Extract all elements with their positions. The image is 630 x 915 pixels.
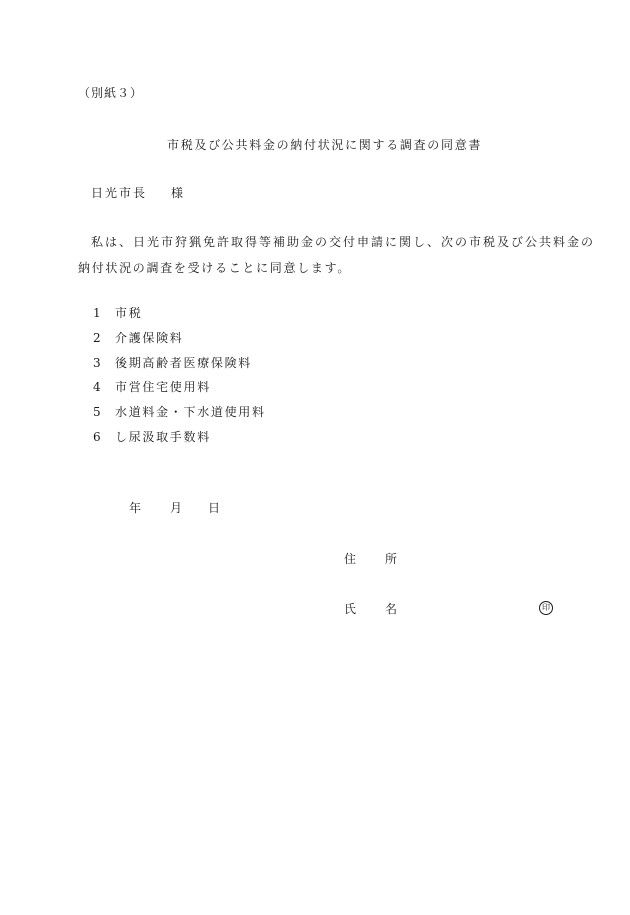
date-month-label: 月 [170, 501, 183, 515]
addressee [91, 186, 183, 200]
address-label-first-char: 住 [344, 552, 357, 566]
item-label: 水道料金・下水道使用料 [115, 405, 266, 419]
name-label-second-char: 名 [385, 602, 398, 616]
item-number: 6 [93, 430, 101, 444]
list-item [93, 405, 266, 419]
item-number: 5 [93, 405, 101, 419]
date-day-label: 日 [208, 501, 221, 515]
addressee-honorific: 様 [171, 186, 184, 200]
item-label: 市税 [115, 306, 143, 320]
name-label-first-char: 氏 [344, 602, 357, 616]
list-item [93, 380, 211, 394]
address-label-second-char: 所 [385, 552, 398, 566]
list-item [93, 356, 252, 370]
item-number: 3 [93, 356, 101, 370]
item-number: 4 [93, 380, 101, 394]
date-year-label: 年 [129, 501, 142, 515]
item-label: 後期高齢者医療保険料 [115, 356, 253, 370]
attachment-label: （別紙３） [78, 86, 144, 100]
list-item [93, 331, 184, 345]
item-number: 1 [93, 306, 101, 320]
item-label: 介護保険料 [115, 331, 184, 345]
list-item [93, 306, 142, 320]
item-label: し尿汲取手数料 [115, 430, 211, 444]
seal-icon: 印 [539, 601, 553, 615]
consent-text-line-1: 私は、日光市狩猟免許取得等補助金の交付申請に関し、次の市税及び公共料金の [91, 235, 596, 249]
consent-text-line-2: 納付状況の調査を受けることに同意します。 [78, 261, 352, 275]
addressee-name: 日光市長 [91, 186, 148, 200]
item-number: 2 [93, 331, 101, 345]
item-label: 市営住宅使用料 [115, 380, 211, 394]
document-title: 市税及び公共料金の納付状況に関する調査の同意書 [167, 138, 483, 152]
list-item [93, 430, 211, 444]
